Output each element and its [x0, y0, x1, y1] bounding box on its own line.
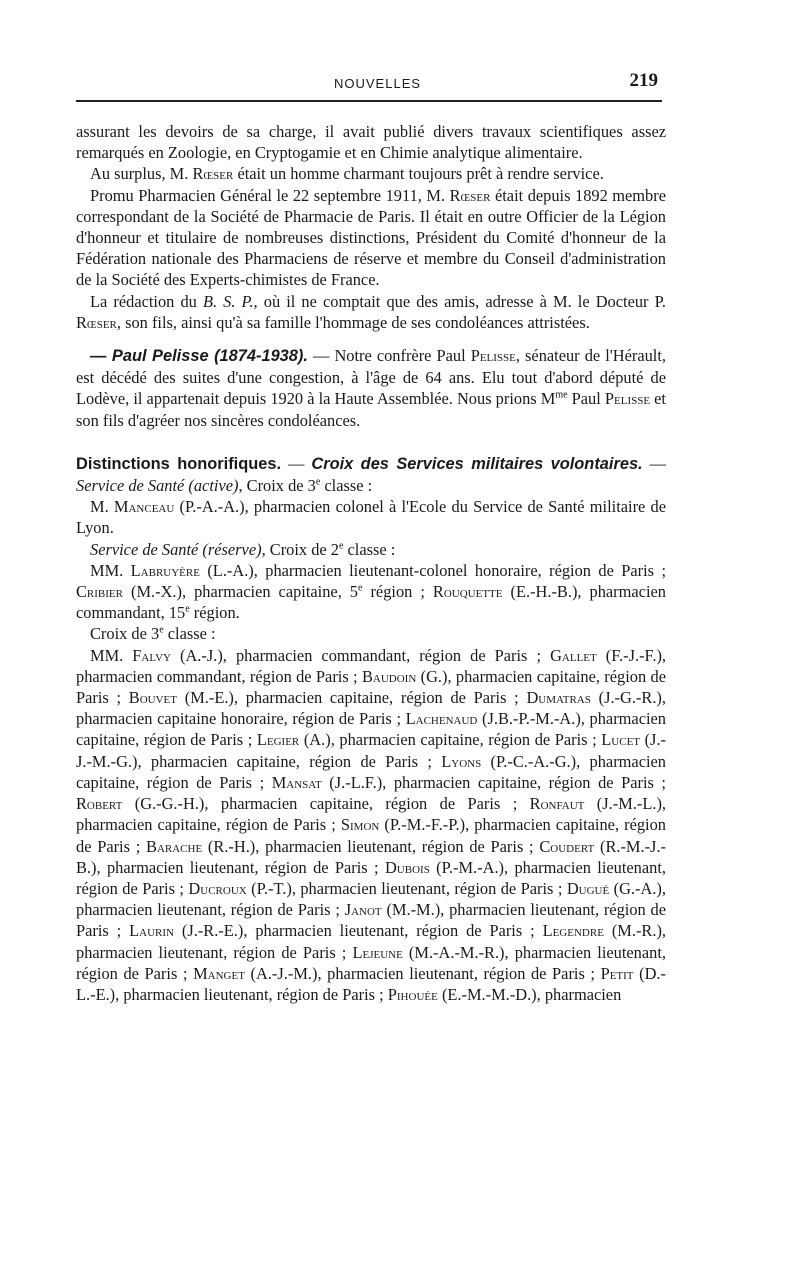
recipient-details: (E.-M.-M.-D.), pharmacien	[437, 984, 622, 1004]
recipient-name: Coudert	[539, 836, 595, 856]
recipient-name: Baudoin	[361, 666, 417, 686]
recipient-details: (M.-M.), pharmacien lieutenant, région de Paris ;	[76, 900, 667, 941]
recipient-entry	[188, 879, 566, 898]
recipient-name: Mansat	[271, 772, 322, 792]
recipient-name: Lucet	[601, 730, 641, 750]
recipient-name: Dumatras	[526, 688, 591, 708]
recipient-name: Pihouée	[387, 984, 438, 1004]
recipient-details: (M.-R.), pharmacien lieutenant, région de Paris ;	[76, 921, 666, 962]
paragraph-condolences: La rédaction du B. S. P., où il ne comptait que des amis, adresse à M. le Docteur P. Rœser, son fils, ainsi qu'à sa famille l'hommage de ses condoléances attristées.	[76, 291, 666, 332]
section-title: NOUVELLES	[334, 76, 422, 91]
recipient-name: Manget	[193, 963, 245, 983]
page-number: 219	[629, 70, 658, 91]
recipient-entry	[272, 773, 666, 792]
recipient-name: Legier	[256, 730, 300, 750]
recipient-name: Falvy	[132, 645, 171, 665]
paragraph-continuation: assurant les devoirs de sa charge, il avait publié divers travaux scientifiques assez remarqués en Zoologie, en Cryptogamie et en Chimie analytique alimentaire.	[76, 122, 666, 163]
recipient-details: (R.-M.-J.-B.), pharmacien lieutenant, région de Paris ;	[76, 836, 666, 877]
recipient-details: (F.-J.-F.), pharmacien commandant, région de Paris ;	[76, 645, 666, 686]
recipient-details: (M.-E.), pharmacien capitaine, région de Paris ;	[177, 688, 527, 708]
recipient-name: Lachenaud	[405, 709, 478, 729]
journal-name: B. S. P.	[202, 291, 254, 311]
recipient-details: (P.-T.), pharmacien lieutenant, région de Paris ;	[246, 878, 567, 898]
section-subheading: Croix des Services militaires volontaires.	[311, 454, 643, 473]
recipient-entry: MM. Falvy (A.-J.), pharmacien commandant, région de Paris ;	[90, 645, 551, 665]
paragraph-pelisse: — Paul Pelisse (1874-1938). — Notre confrère Paul Pelisse, sénateur de l'Hérault, est décédé des suites d'une congestion, à l'âge de 64 ans. Elu tout d'abord député de Lodève, il appartenait depuis 1920 à la Haute Assemblée. Nous prions $M^{me}$ Paul Pelisse et son fils d'agréer nos sincères condoléances.	[76, 346, 666, 430]
obituary-heading: Paul Pelisse (1874-1938).	[111, 347, 308, 366]
person-name: Rœser	[192, 164, 234, 184]
recipient-name: Simon	[340, 815, 380, 835]
person-name: Rœser	[76, 312, 117, 332]
recipient-name: Bouvet	[128, 688, 177, 708]
paragraph-manceau: M. Manceau (P.-A.-A.), pharmacien colonel à l'Ecole du Service de Santé militaire de Lyon.	[76, 497, 666, 538]
paragraph-roeser-character: Au surplus, M. Rœser était un homme charmant toujours prêt à rendre service.	[90, 164, 604, 184]
recipient-details: (D.-L.-E.), pharmacien lieutenant, région de Paris ;	[76, 963, 666, 1004]
recipient-name: Petit	[600, 963, 634, 983]
paragraph-labruyere: MM. Labruyère (L.-A.), pharmacien lieutenant-colonel honoraire, région de Paris ; Cribier (M.-X.), pharmacien capitaine, 5e région ; Rouquette (E.-H.-B.), pharmacien commandant, 15e région.	[76, 560, 667, 623]
recipient-entry	[76, 794, 530, 813]
body-text	[76, 121, 666, 1005]
recipient-details: (G.-G.-H.), pharmacien capitaine, région de Paris ;	[122, 794, 530, 814]
recipient-name: Ducroux	[188, 878, 247, 898]
recipient-name: Ronfaut	[529, 794, 585, 814]
recipient-name: Dubois	[384, 857, 430, 877]
recipient-details: (J.B.-P.-M.-A.), pharmacien capitaine, région de Paris ;	[76, 709, 666, 750]
recipient-details: (P.-M.-A.), pharmacien lieutenant, région de Paris ;	[76, 857, 666, 898]
recipient-details: (J.-G.-R.), pharmacien capitaine honoraire, région de Paris ;	[76, 688, 666, 729]
recipient-name: Dugué	[566, 878, 610, 898]
paragraph-recipients-list	[76, 645, 666, 1005]
recipient-details: (J.-M.-L.), pharmacien capitaine, région de Paris ;	[76, 794, 666, 835]
recipient-details: (G.-A.), pharmacien lieutenant, région de Paris ;	[76, 878, 666, 920]
recipient-name: Gallet	[550, 645, 597, 665]
distinctions-heading: Distinctions honorifiques. — Croix des Services militaires volontaires. — Service de Santé (active), Croix de 3e classe :	[76, 453, 666, 496]
recipient-details: (J.-L.F.), pharmacien capitaine, région de Paris ;	[321, 772, 666, 792]
recipient-name: Janot	[344, 900, 382, 920]
recipient-name: Laurin	[129, 921, 174, 941]
recipient-details: (P.-C.-A.-G.), pharmacien capitaine, région de Paris ;	[76, 751, 666, 792]
recipient-details: (A.-J.), pharmacien commandant, région de Paris ;	[170, 645, 551, 665]
section-heading: Distinctions honorifiques.	[76, 454, 282, 473]
recipient-details: (R.-H.), pharmacien lieutenant, région de Paris ;	[202, 836, 540, 856]
recipient-entry	[146, 837, 539, 856]
recipient-entry	[388, 985, 621, 1004]
recipient-name: Legendre	[542, 921, 604, 941]
recipient-details: (P.-M.-F.-P.), pharmacien capitaine, région de Paris ;	[76, 815, 666, 856]
recipient-name: Lyons	[441, 751, 482, 771]
paragraph-roeser-career: Promu Pharmacien Général le 22 septembre 1911, M. Rœser était depuis 1892 membre correspondant de la Société de Pharmacie de Paris. Il était en outre Officier de la Légion d'honneur et titulaire de nombreuses distinctions, Président du Comité d'honneur de la Fédération nationale des Pharmaciens de réserve et membre du Conseil d'administration de la Société des Experts-chimistes de France.	[76, 185, 666, 290]
recipient-entry	[257, 730, 601, 749]
recipient-entry	[129, 688, 527, 707]
paragraph-reserve: Service de Santé (réserve), Croix de 2e classe :	[90, 539, 396, 559]
recipient-details: (G.), pharmacien capitaine, région de Paris ;	[76, 666, 666, 708]
recipient-name: Barache	[146, 836, 203, 856]
recipient-name: Lejeune	[352, 942, 403, 962]
recipient-name: Robert	[76, 794, 123, 814]
recipient-details: (M.-A.-M.-R.), pharmacien lieutenant, région de Paris ;	[76, 942, 666, 983]
recipient-details: (A.-J.-M.), pharmacien lieutenant, région de Paris ;	[244, 963, 601, 983]
paragraph-croix-3: Croix de 3e classe :	[90, 624, 216, 644]
recipient-entry	[193, 964, 601, 983]
recipient-entry	[129, 921, 542, 940]
recipient-details: (J.-R.-E.), pharmacien lieutenant, région de Paris ;	[173, 921, 543, 941]
recipient-details: (A.), pharmacien capitaine, région de Paris ;	[299, 730, 602, 750]
running-header	[76, 72, 662, 102]
recipient-details: (J.-J.-M.-G.), pharmacien capitaine, région de Paris ;	[76, 730, 666, 771]
person-name: Rœser	[449, 185, 491, 205]
